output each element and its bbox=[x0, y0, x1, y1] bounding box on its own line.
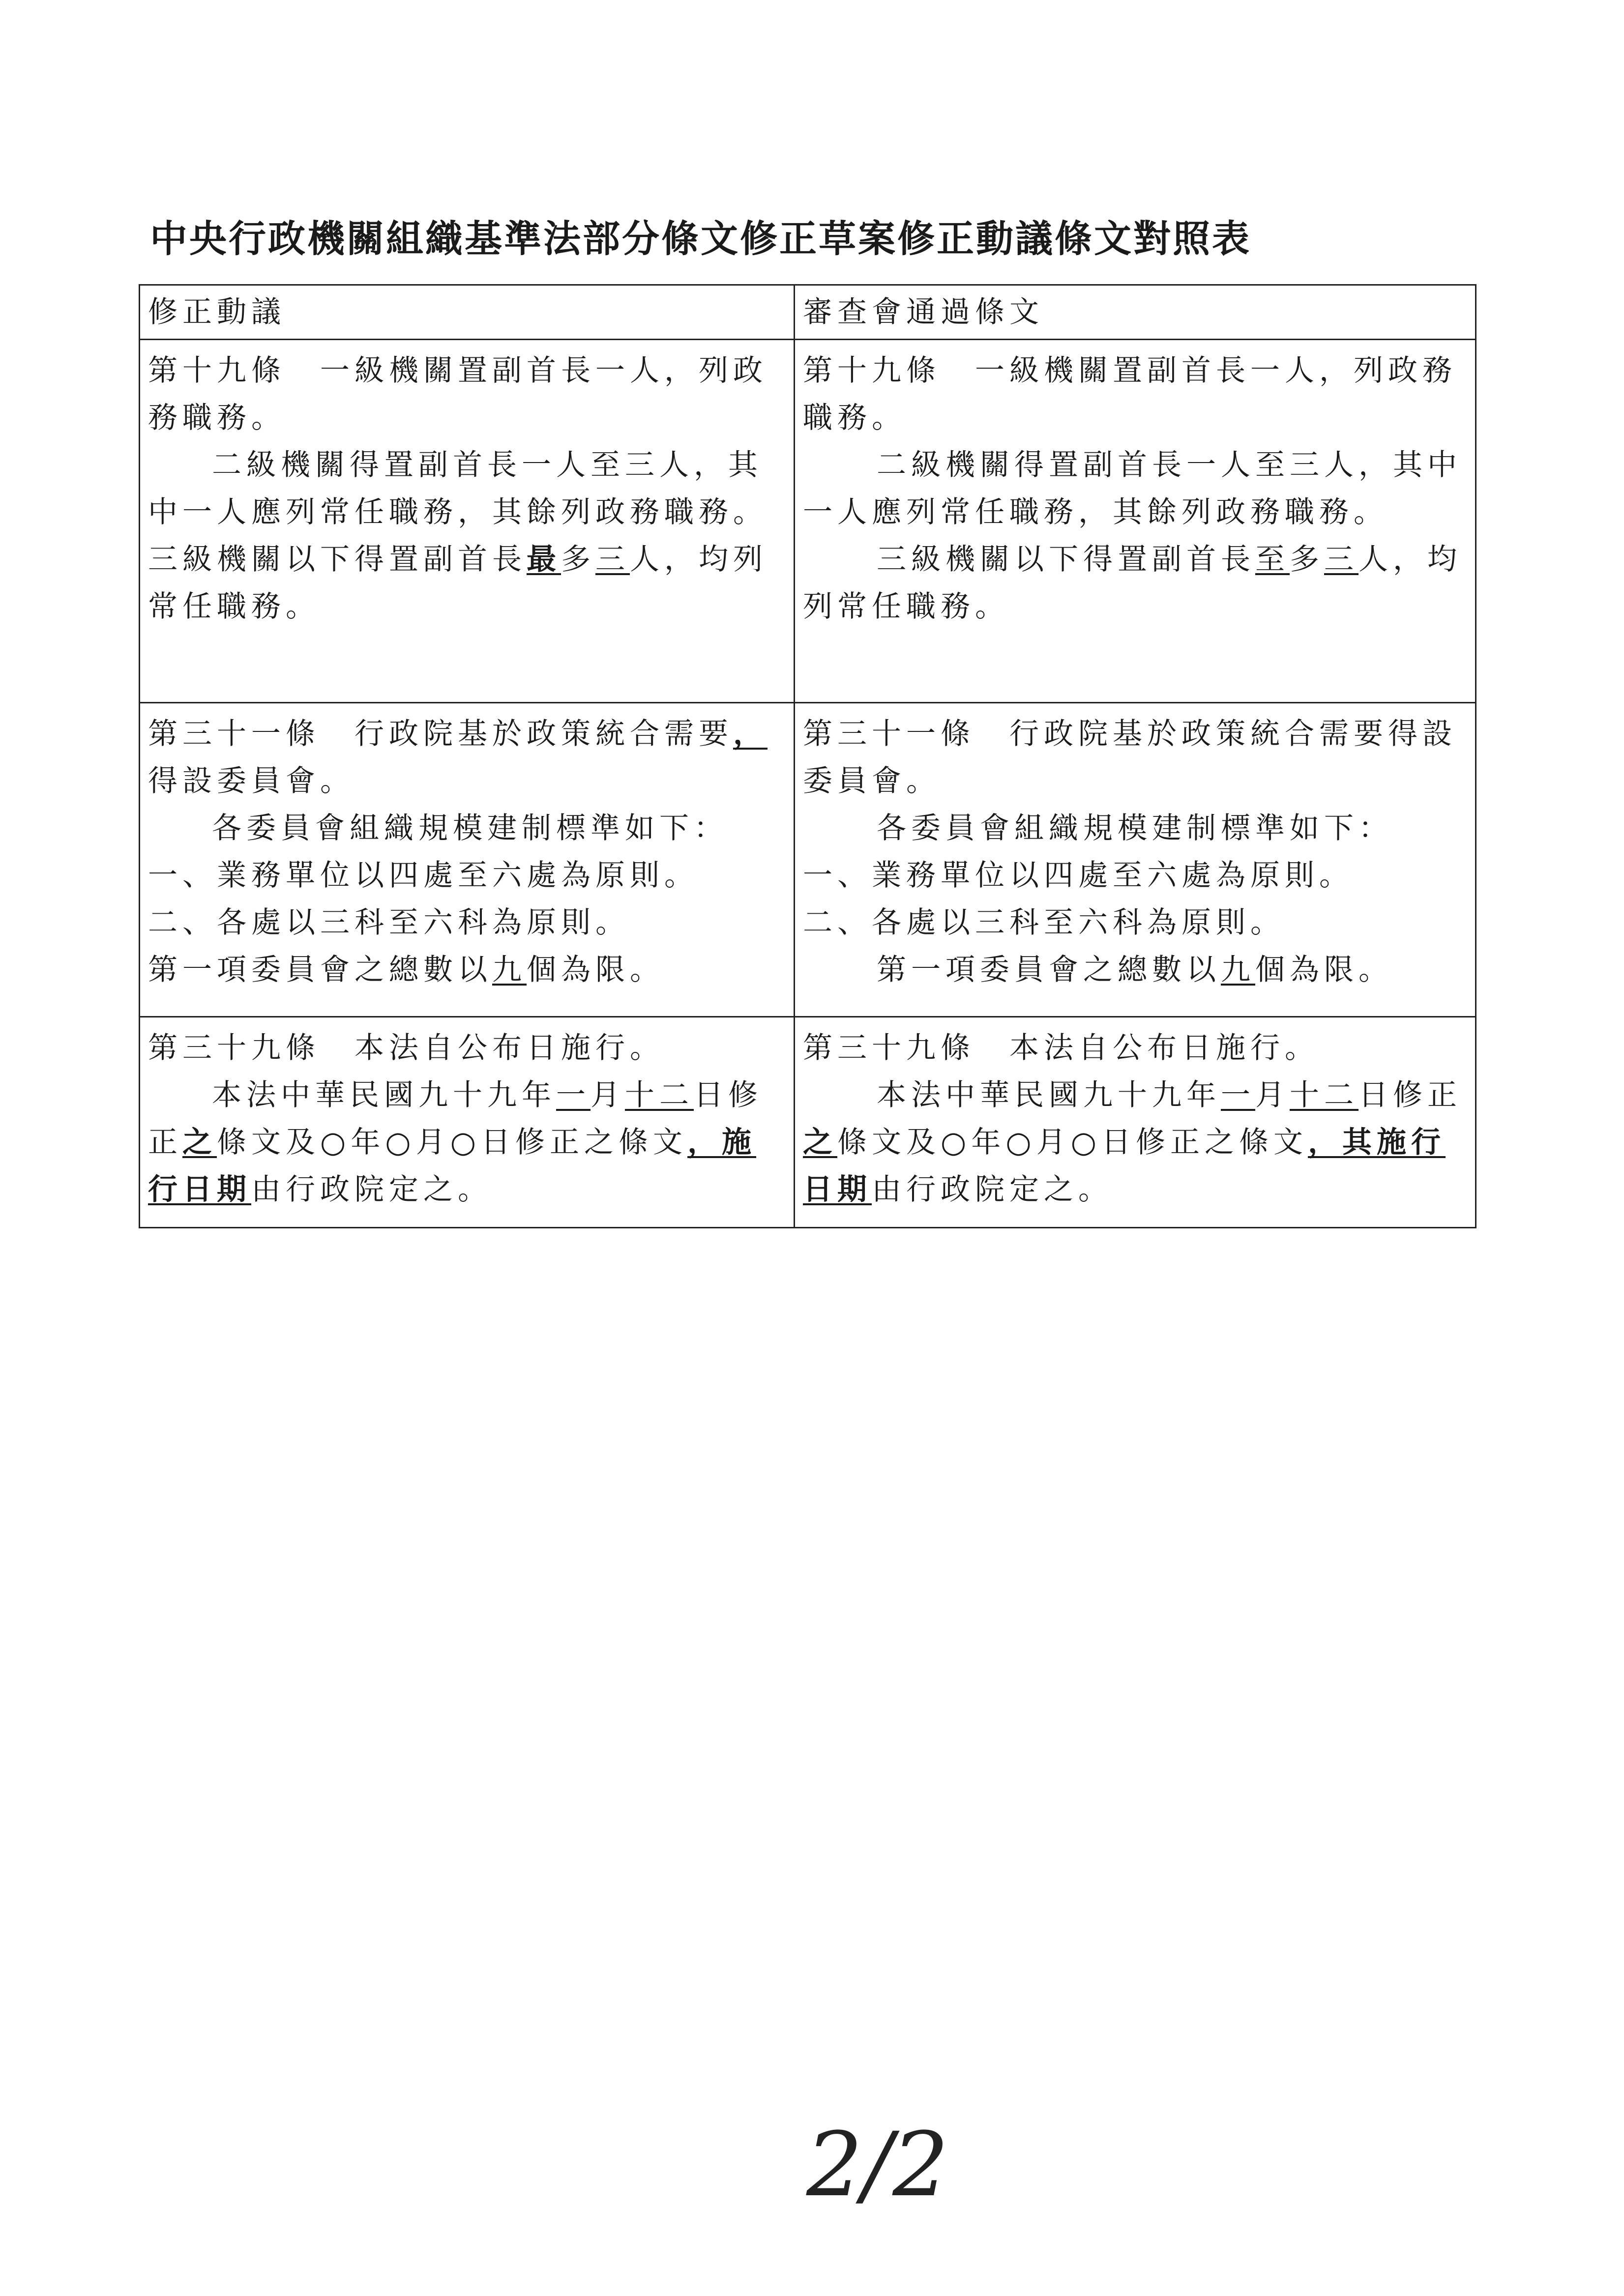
article-39-approved-p2: 本法中華民國九十九年一月十二日修正之條文及○年○月○日修正之條文，其施行日期由行政院定之。 bbox=[803, 1078, 1462, 1207]
article-19-approved bbox=[795, 340, 1476, 703]
article-31-approved-p5: 第一項委員會之總數以九個為限。 bbox=[877, 953, 1393, 987]
amended-text: 九 bbox=[492, 953, 527, 987]
amended-text: ，其施行日期 bbox=[803, 1125, 1446, 1207]
article-31-motion bbox=[140, 703, 795, 1017]
table-row-article-19 bbox=[140, 340, 1476, 703]
comparison-table bbox=[139, 284, 1476, 1228]
amended-text: 最 bbox=[527, 542, 561, 577]
amended-text: ，施行日期 bbox=[148, 1125, 757, 1207]
amended-text: 之 bbox=[182, 1125, 217, 1160]
article-39-approved-p1: 第三十九條 本法自公布日施行。 bbox=[803, 1031, 1319, 1065]
article-19-motion-p3: 三級機關以下得置副首長最多三人，均列常任職務。 bbox=[148, 542, 768, 624]
document-title: 中央行政機關組織基準法部分條文修正草案修正動議條文對照表 bbox=[150, 217, 1251, 261]
article-31-approved bbox=[795, 703, 1476, 1017]
article-31-approved-p3: 一、業務單位以四處至六處為原則。 bbox=[803, 858, 1354, 893]
article-31-motion-p1: 第三十一條 行政院基於政策統合需要，得設委員會。 bbox=[148, 717, 768, 798]
table-row-article-31 bbox=[140, 703, 1476, 1017]
article-19-approved-p1: 第十九條 一級機關置副首長一人，列政務職務。 bbox=[803, 353, 1457, 435]
header-committee-approved: 審查會通過條文 bbox=[795, 285, 1476, 340]
amended-text: 之 bbox=[803, 1125, 837, 1160]
table-row-article-39 bbox=[140, 1017, 1476, 1228]
article-39-motion-p2: 本法中華民國九十九年一月十二日修正之條文及○年○月○日修正之條文，施行日期由行政院定之。 bbox=[148, 1078, 763, 1207]
amended-text: 九 bbox=[1221, 953, 1255, 987]
handwritten-page-number: 2/2 bbox=[806, 2114, 949, 2216]
article-19-motion-p2: 二級機關得置副首長一人至三人，其中一人應列常任職務，其餘列政務職務。 bbox=[148, 448, 768, 529]
article-19-motion-p1: 第十九條 一級機關置副首長一人，列政務職務。 bbox=[148, 353, 768, 435]
header-amendment-motion: 修正動議 bbox=[140, 285, 795, 340]
table-header-row bbox=[140, 285, 1476, 340]
article-39-motion-p1: 第三十九條 本法自公布日施行。 bbox=[148, 1031, 664, 1065]
article-31-motion-p4: 二、各處以三科至六科為原則。 bbox=[148, 905, 630, 940]
amended-text: 一 bbox=[556, 1078, 591, 1112]
article-31-motion-p5: 第一項委員會之總數以九個為限。 bbox=[148, 953, 664, 987]
article-19-motion bbox=[140, 340, 795, 703]
amended-text: 十二 bbox=[625, 1078, 694, 1112]
amended-text: 至 bbox=[1255, 542, 1290, 577]
article-31-motion-p2: 各委員會組織規模建制標準如下： bbox=[212, 811, 728, 845]
amended-text: 十二 bbox=[1290, 1078, 1358, 1112]
amended-text: 三 bbox=[1324, 542, 1358, 577]
article-19-approved-p2: 二級機關得置副首長一人至三人，其中一人應列常任職務，其餘列政務職務。 bbox=[803, 448, 1462, 529]
article-31-motion-p3: 一、業務單位以四處至六處為原則。 bbox=[148, 858, 699, 893]
article-31-approved-p4: 二、各處以三科至六科為原則。 bbox=[803, 905, 1285, 940]
article-31-approved-p1: 第三十一條 行政院基於政策統合需要得設委員會。 bbox=[803, 717, 1457, 798]
article-31-approved-p2: 各委員會組織規模建制標準如下： bbox=[877, 811, 1393, 845]
article-39-approved bbox=[795, 1017, 1476, 1228]
amended-text: ， bbox=[733, 717, 768, 751]
article-39-motion bbox=[140, 1017, 795, 1228]
article-19-approved-p3: 三級機關以下得置副首長至多三人，均列常任職務。 bbox=[803, 542, 1462, 624]
amended-text: 一 bbox=[1221, 1078, 1255, 1112]
amended-text: 三 bbox=[595, 542, 630, 577]
